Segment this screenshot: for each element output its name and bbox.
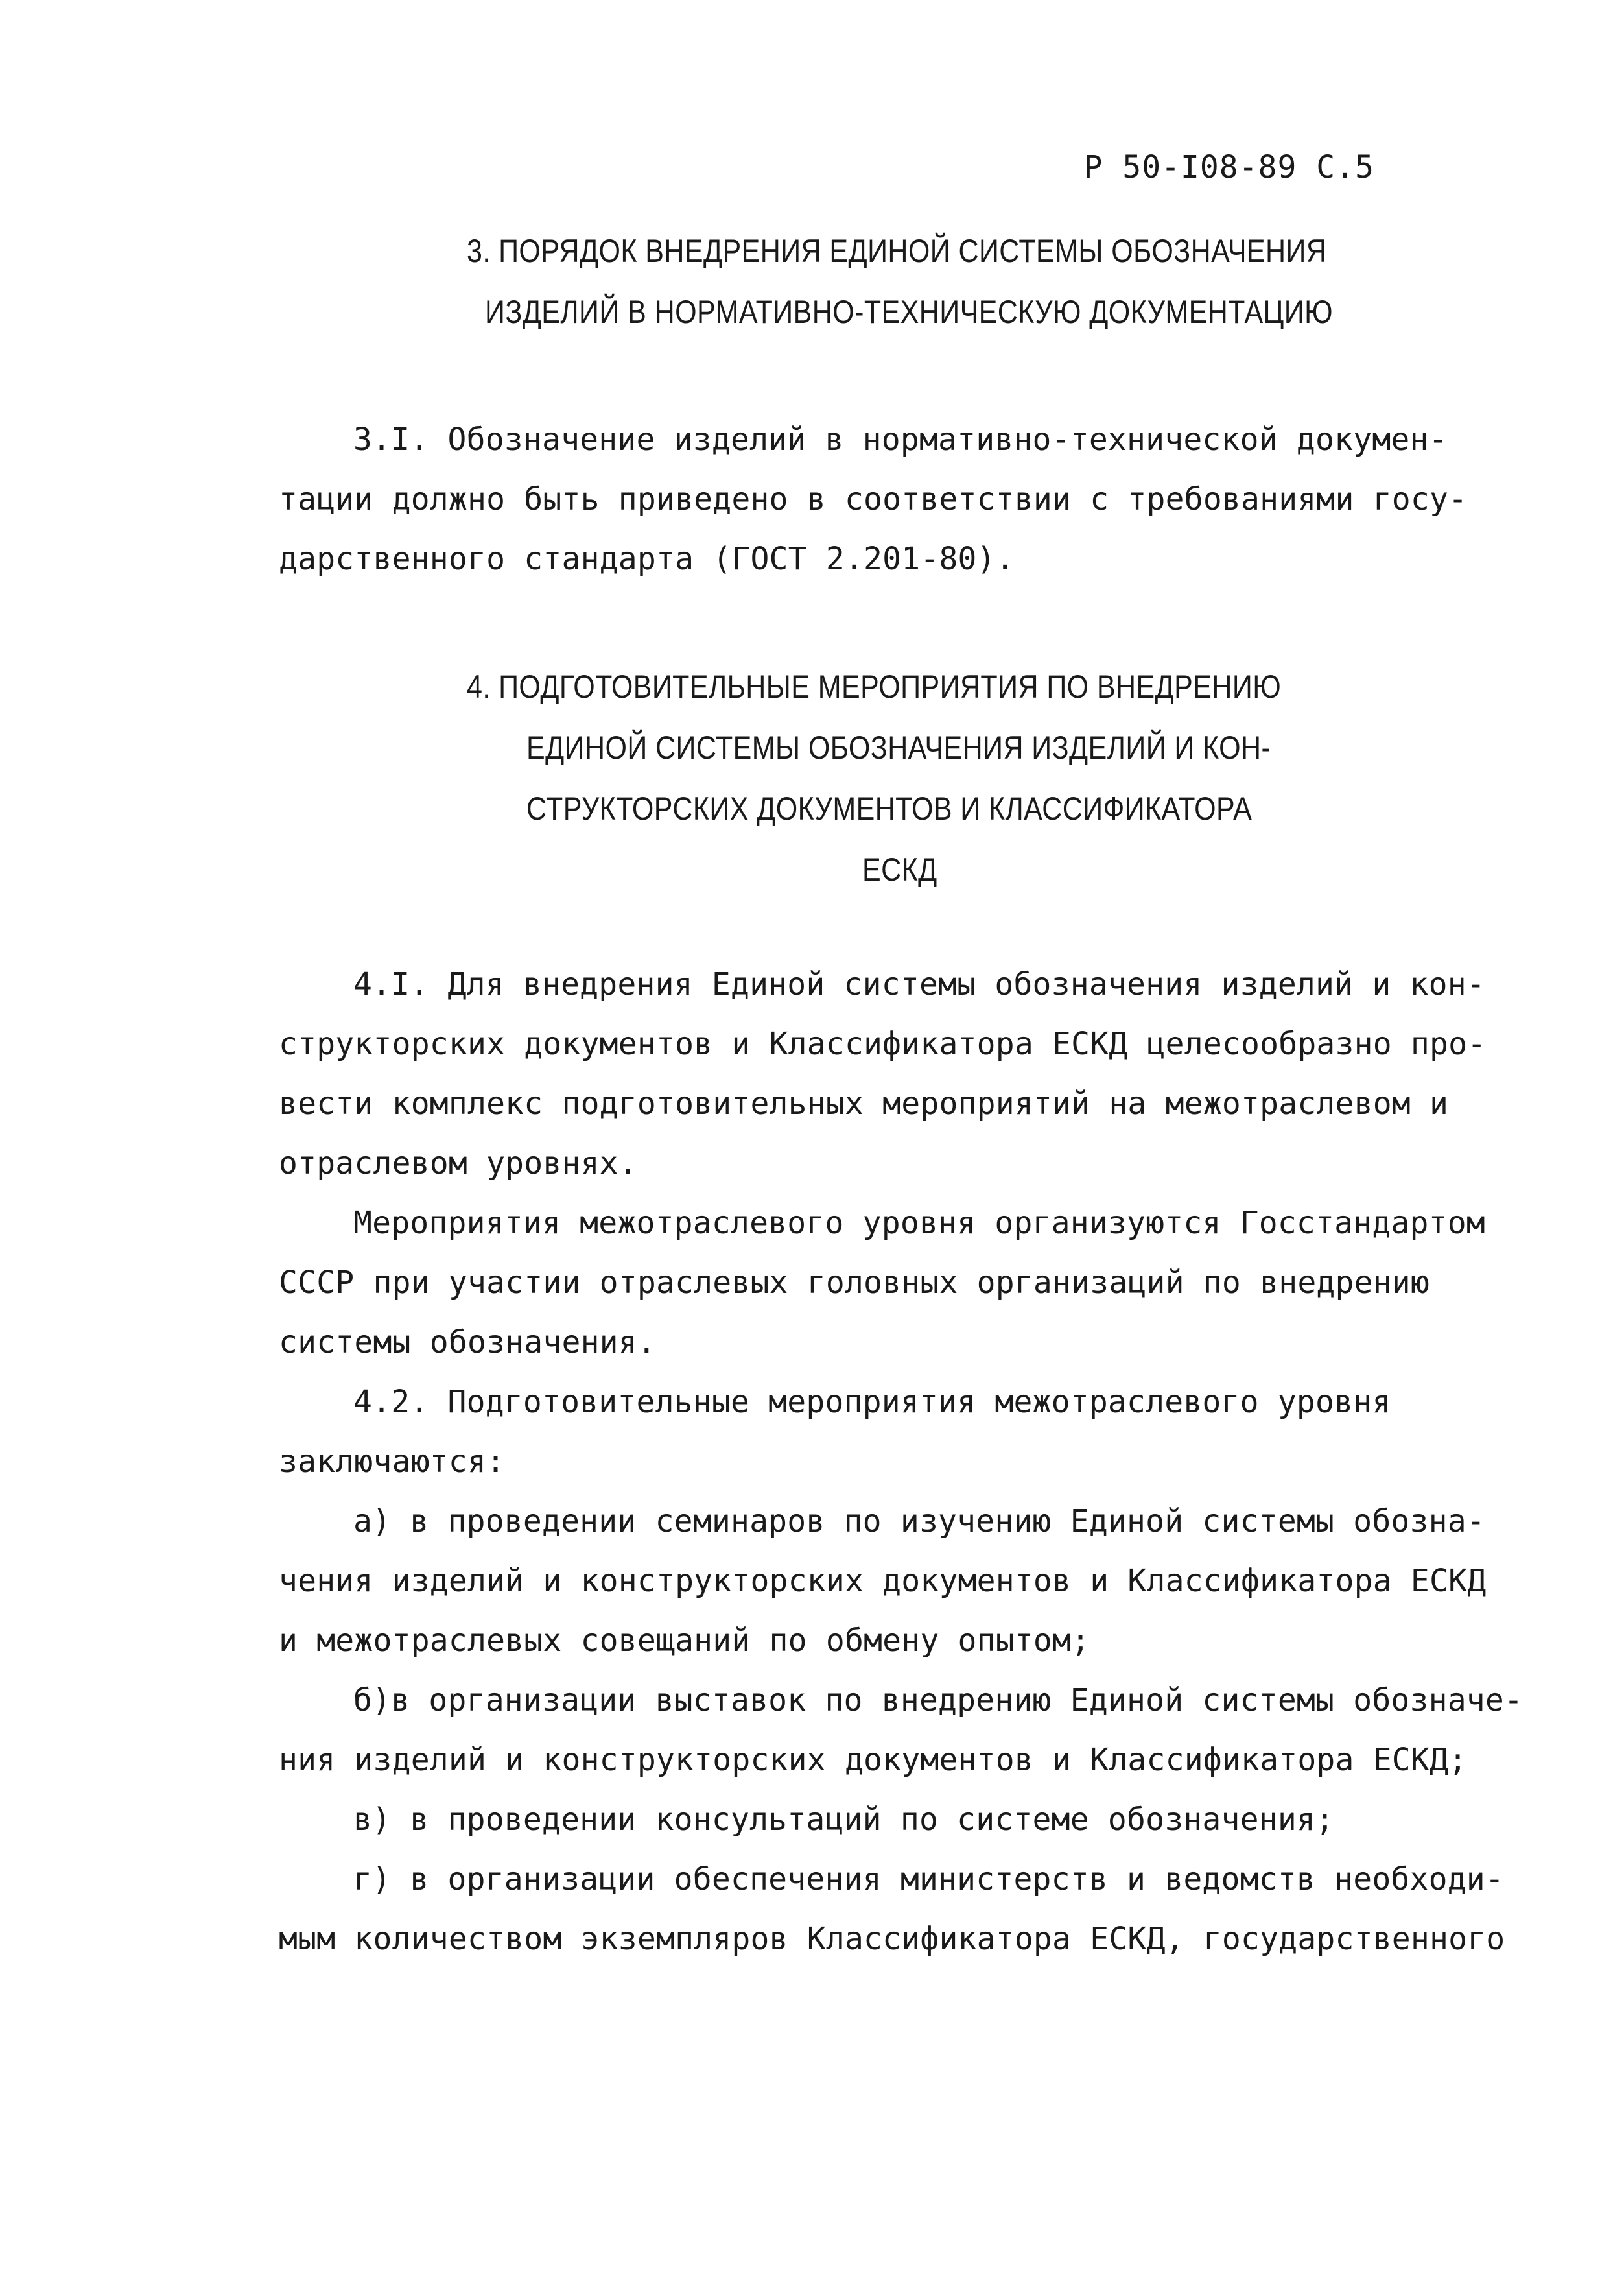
paragraph-line: 4.2. Подготовительные мероприятия межотраслевого уровня (353, 1384, 1391, 1420)
paragraph-line: и межотраслевых совещаний по обмену опытом; (279, 1622, 1090, 1659)
paragraph-line: дарственного стандарта (ГОСТ 2.201-80). (279, 541, 1015, 577)
paragraph-line: 4.I. Для внедрения Единой системы обозначения изделий и кон- (353, 966, 1485, 1003)
paragraph-line: 3.I. Обозначение изделий в нормативно-технической докумен- (353, 422, 1448, 458)
paragraph-line: Мероприятия межотраслевого уровня организуются Госстандартом (353, 1205, 1485, 1241)
section-3-title (467, 220, 1326, 281)
paragraph-line: г) в организации обеспечения министерств и ведомств необходи- (353, 1861, 1505, 1897)
section-3-title-line: 3. ПОРЯДОК ВНЕДРЕНИЯ ЕДИНОЙ СИСТЕМЫ ОБОЗНАЧЕНИЯ (467, 233, 1327, 269)
paragraph-line: ния изделий и конструкторских документов и Классификатора ЕСКД; (279, 1742, 1468, 1778)
paragraph-line: СССР при участии отраслевых головных организаций по внедрению (279, 1265, 1430, 1301)
paragraph-line: б)в организации выставок по внедрению Единой системы обозначе- (353, 1682, 1524, 1718)
paragraph-line: мым количеством экземпляров Классификатора ЕСКД, государственного (279, 1921, 1505, 1957)
section-4-title-line: ЕДИНОЙ СИСТЕМЫ ОБОЗНАЧЕНИЯ ИЗДЕЛИЙ И КОН- (526, 730, 1271, 766)
paragraph-line: заключаются: (279, 1443, 506, 1480)
section-3-title-cont (485, 281, 1333, 342)
list-item-a (279, 1491, 1487, 1670)
paragraph-line: чения изделий и конструкторских документов и Классификатора ЕСКД (279, 1563, 1487, 1599)
list-item-v (279, 1790, 1472, 1849)
paragraph-3-1 (279, 410, 1472, 589)
section-4-title-cont (526, 717, 1271, 778)
paragraph-line: системы обозначения. (279, 1324, 656, 1360)
paragraph-line: отраслевом уровнях. (279, 1145, 637, 1182)
list-item-g (279, 1849, 1505, 1969)
paragraph-line: в) в проведении консультаций по системе обозначения; (353, 1801, 1335, 1838)
paragraph-4-1 (279, 955, 1487, 1193)
document-code: Р 50-I08-89 С.5 (1083, 149, 1374, 185)
paragraph-line: вести комплекс подготовительных мероприятий на межотраслевом и (279, 1086, 1449, 1122)
section-4-title-line: СТРУКТОРСКИХ ДОКУМЕНТОВ И КЛАССИФИКАТОРА (526, 790, 1253, 827)
paragraph-4-1-continued (279, 1193, 1485, 1372)
list-item-b (279, 1670, 1524, 1790)
section-4-title-line: 4. ПОДГОТОВИТЕЛЬНЫЕ МЕРОПРИЯТИЯ ПО ВНЕДРЕНИЮ (467, 669, 1282, 705)
paragraph-line: тации должно быть приведено в соответствии с требованиями госу- (279, 481, 1468, 517)
paragraph-4-2 (279, 1372, 1472, 1491)
section-3-title-line: ИЗДЕЛИЙ В НОРМАТИВНО-ТЕХНИЧЕСКУЮ ДОКУМЕНТАЦИЮ (485, 294, 1334, 330)
section-4-title-cont (526, 778, 1252, 839)
section-4-body (279, 955, 1524, 1969)
section-4-title-cont (862, 839, 937, 900)
section-4-title (467, 656, 1281, 717)
paragraph-line: а) в проведении семинаров по изучению Единой системы обозна- (353, 1503, 1485, 1539)
paragraph-line: структорских документов и Классификатора ЕСКД целесообразно про- (279, 1026, 1487, 1062)
section-4-title-line: ЕСКД (862, 851, 937, 888)
